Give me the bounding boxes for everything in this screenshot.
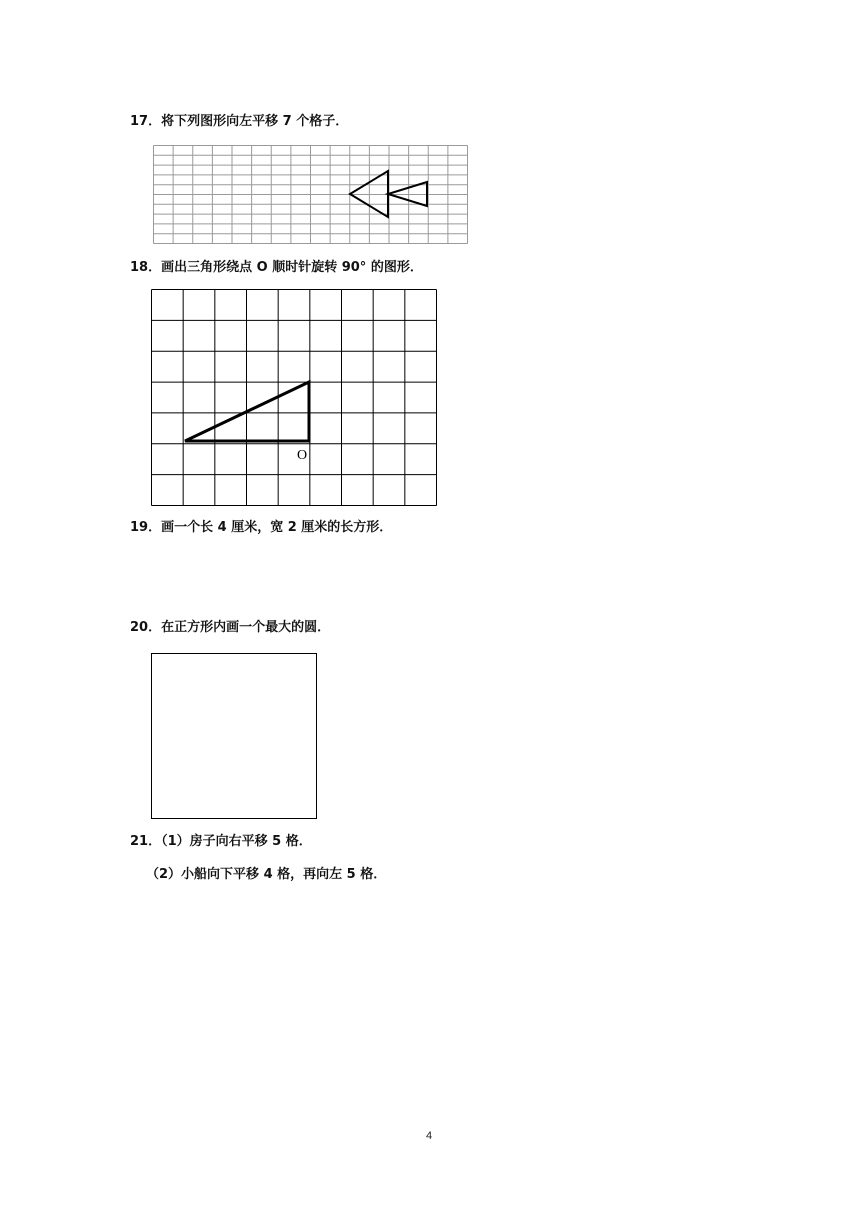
question-17: 17．将下列图形向左平移 7 个格子．	[130, 114, 349, 129]
point-o-label: O	[297, 448, 308, 463]
question-19: 19．画一个长 4 厘米，宽 2 厘米的长方形．	[130, 520, 393, 535]
question-21-part-1: 21．（1）房子向右平移 5 格．	[130, 834, 312, 849]
page-number: 4	[426, 1130, 433, 1142]
grid-17	[153, 145, 469, 245]
question-21-part-2: （2）小船向下平移 4 格，再向左 5 格．	[146, 867, 387, 882]
question-20: 20．在正方形内画一个最大的圆．	[130, 620, 331, 635]
grid-18	[151, 289, 438, 507]
question-18: 18．画出三角形绕点 O 顺时针旋转 90° 的图形．	[130, 260, 423, 275]
square-box	[151, 653, 317, 819]
